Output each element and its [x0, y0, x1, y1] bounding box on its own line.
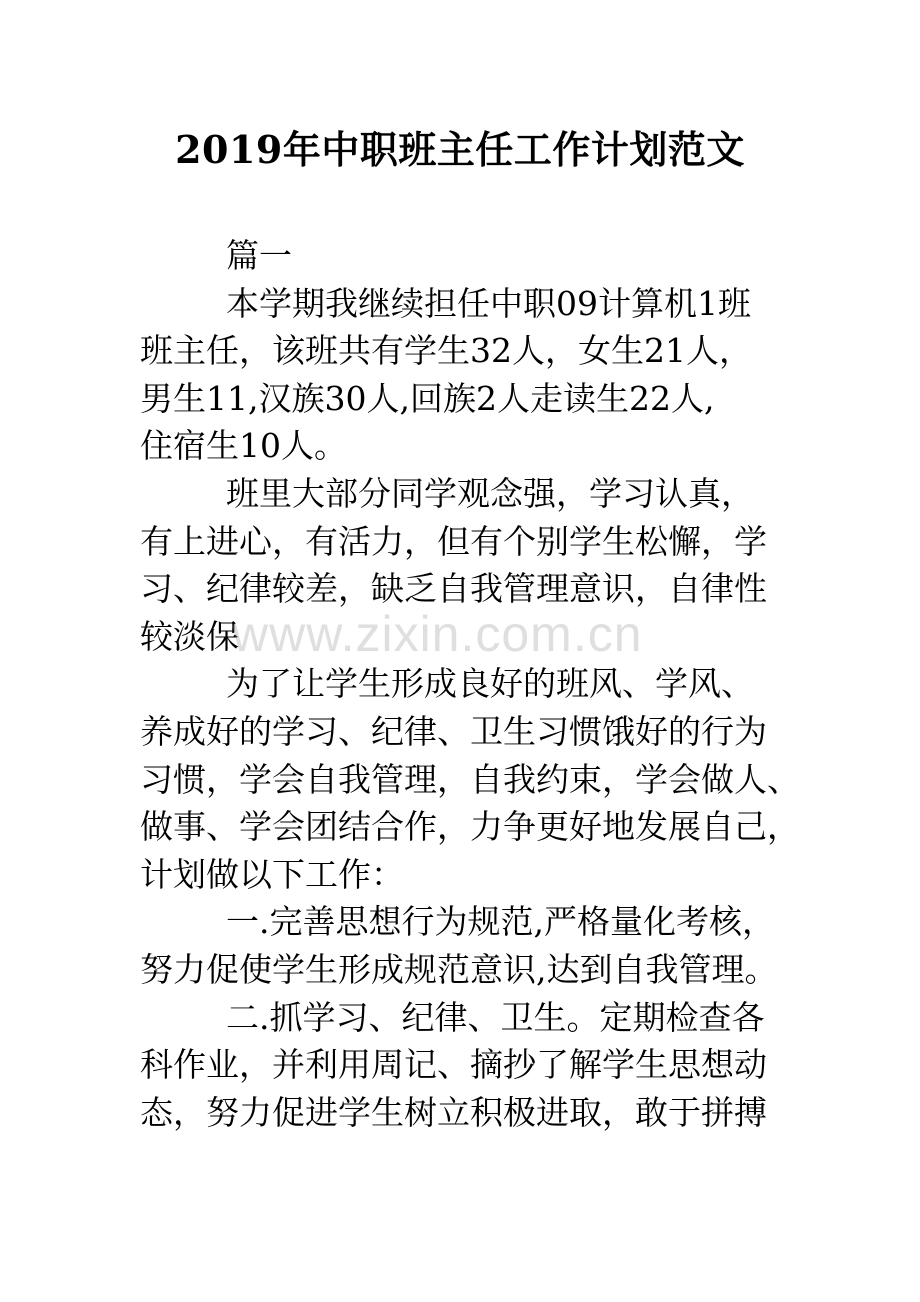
- text-line: 二.抓学习、纪律、卫生。定期检查各: [226, 997, 765, 1037]
- text-line: 习惯，学会自我管理，自我约束，学会做人、: [140, 759, 800, 799]
- text-line: 男生11,汉族30人,回族2人走读生22人,: [140, 378, 715, 418]
- text-line: 本学期我继续担任中职09计算机1班: [226, 283, 751, 323]
- paragraph-section-heading: [140, 232, 790, 280]
- paragraph-class-situation: [140, 470, 790, 660]
- text-line: 态，努力促进学生树立积极进取，敢于拼搏: [140, 1092, 767, 1132]
- document-body: [140, 232, 800, 1136]
- paragraph-class-info: [140, 280, 790, 470]
- text-line: 努力促使学生形成规范意识,达到自我管理。: [140, 949, 778, 989]
- text-line: 住宿生10人。: [140, 426, 347, 466]
- text-line: 养成好的学习、纪律、卫生习惯饿好的行为: [140, 711, 767, 751]
- text-line: 班里大部分同学观念强，学习认真，: [226, 473, 754, 513]
- text-line: 篇一: [226, 236, 292, 275]
- text-line: 一.完善思想行为规范,严格量化考核，: [226, 902, 775, 942]
- paragraph-item-two: [140, 994, 790, 1137]
- document-title: 2019年中职班主任工作计划范文: [175, 127, 745, 172]
- text-line: 为了让学生形成良好的班风、学风、: [226, 664, 754, 704]
- text-line: 习、纪律较差，缺乏自我管理意识，自律性: [140, 569, 767, 609]
- text-line: 有上进心，有活力，但有个别学生松懈，学: [140, 521, 767, 561]
- text-line: 较淡保: [140, 616, 239, 656]
- text-line: 计划做以下工作：: [140, 854, 404, 894]
- paragraph-goals: [140, 660, 800, 898]
- text-line: 做事、学会团结合作，力争更好地发展自己，: [140, 807, 800, 847]
- text-line: 科作业，并利用周记、摘抄了解学生思想动: [140, 1045, 767, 1085]
- watermark: www.zixin.com.cn: [232, 606, 643, 662]
- paragraph-item-one: [140, 898, 790, 993]
- text-line: 班主任，该班共有学生32人，女生21人，: [140, 331, 752, 371]
